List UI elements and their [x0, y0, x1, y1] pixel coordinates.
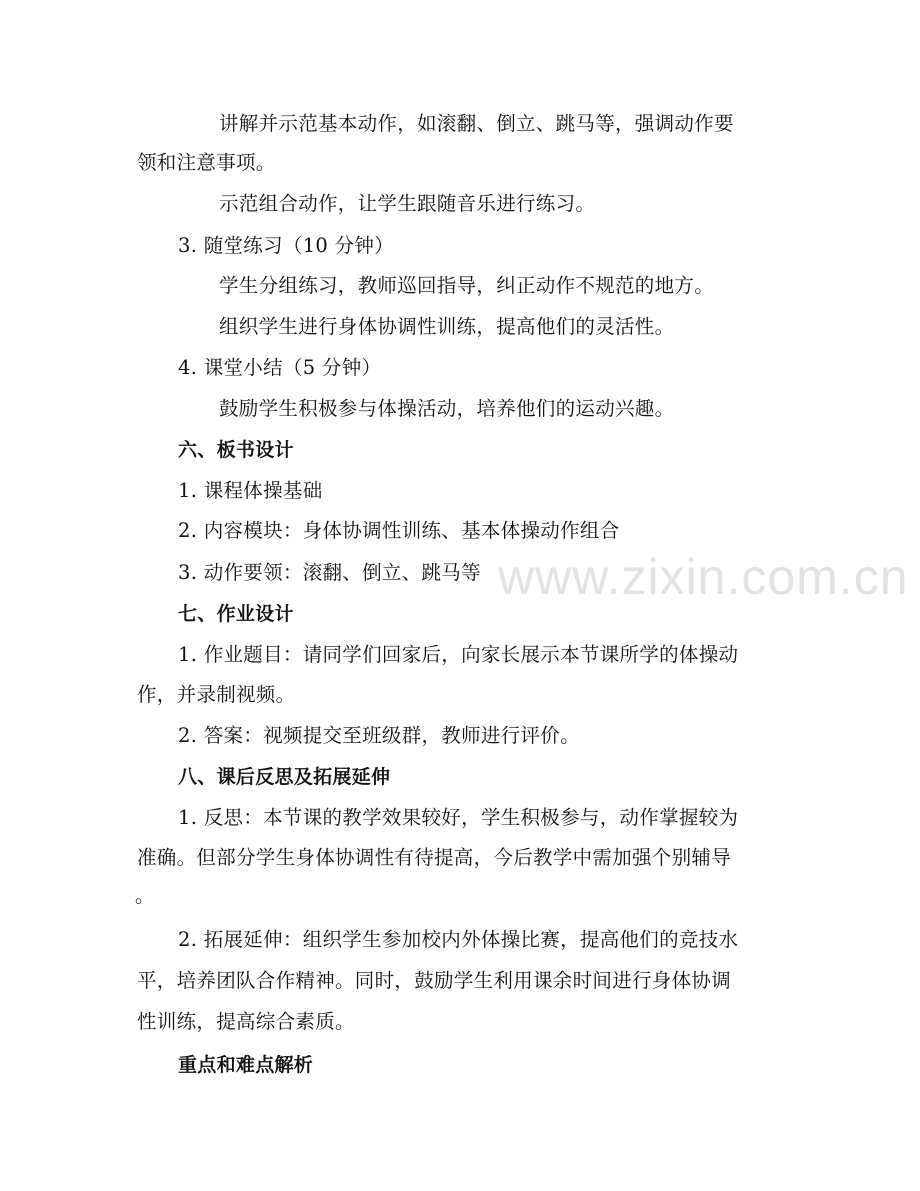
list-item: 2. 内容模块：身体协调性训练、基本体操动作组合 [178, 519, 620, 542]
paragraph-line: 示范组合动作，让学生跟随音乐进行练习。 [219, 192, 596, 215]
paragraph-line: 准确。但部分学生身体协调性有待提高，今后教学中需加强个别辅导 [137, 846, 732, 869]
list-item: 1. 作业题目：请同学们回家后，向家长展示本节课所学的体操动 [178, 643, 739, 666]
paragraph-line: 领和注意事项。 [137, 151, 276, 174]
paragraph-line: 作，并录制视频。 [137, 683, 296, 706]
paragraph-line: 鼓励学生积极参与体操活动，培养他们的运动兴趣。 [219, 397, 675, 420]
paragraph-line: 。 [135, 884, 155, 907]
list-item: 3. 动作要领：滚翻、倒立、跳马等 [178, 561, 481, 584]
list-item: 2. 拓展延伸：组织学生参加校内外体操比赛，提高他们的竞技水 [178, 928, 739, 951]
section-heading: 重点和难点解析 [178, 1054, 314, 1076]
section-heading: 七、作业设计 [178, 603, 294, 625]
section-heading: 八、课后反思及拓展延伸 [178, 766, 391, 788]
paragraph-line: 组织学生进行身体协调性训练，提高他们的灵活性。 [219, 315, 675, 338]
paragraph-line: 学生分组练习，教师巡回指导，纠正动作不规范的地方。 [219, 274, 715, 297]
list-item: 1. 反思：本节课的教学效果较好，学生积极参与，动作掌握较为 [178, 806, 739, 829]
section-heading: 六、板书设计 [178, 439, 294, 461]
watermark: www.zixin.com.cn [498, 549, 909, 605]
list-item: 4. 课堂小结（5 分钟） [178, 356, 382, 379]
list-item: 3. 随堂练习（10 分钟） [178, 234, 395, 257]
paragraph-line: 性训练，提高综合素质。 [137, 1010, 355, 1033]
list-item: 1. 课程体操基础 [178, 479, 323, 502]
paragraph-line: 平，培养团队合作精神。同时，鼓励学生利用课余时间进行身体协调 [137, 969, 732, 992]
list-item: 2. 答案：视频提交至班级群，教师进行评价。 [178, 724, 580, 747]
paragraph-line: 讲解并示范基本动作，如滚翻、倒立、跳马等，强调动作要 [219, 112, 734, 135]
